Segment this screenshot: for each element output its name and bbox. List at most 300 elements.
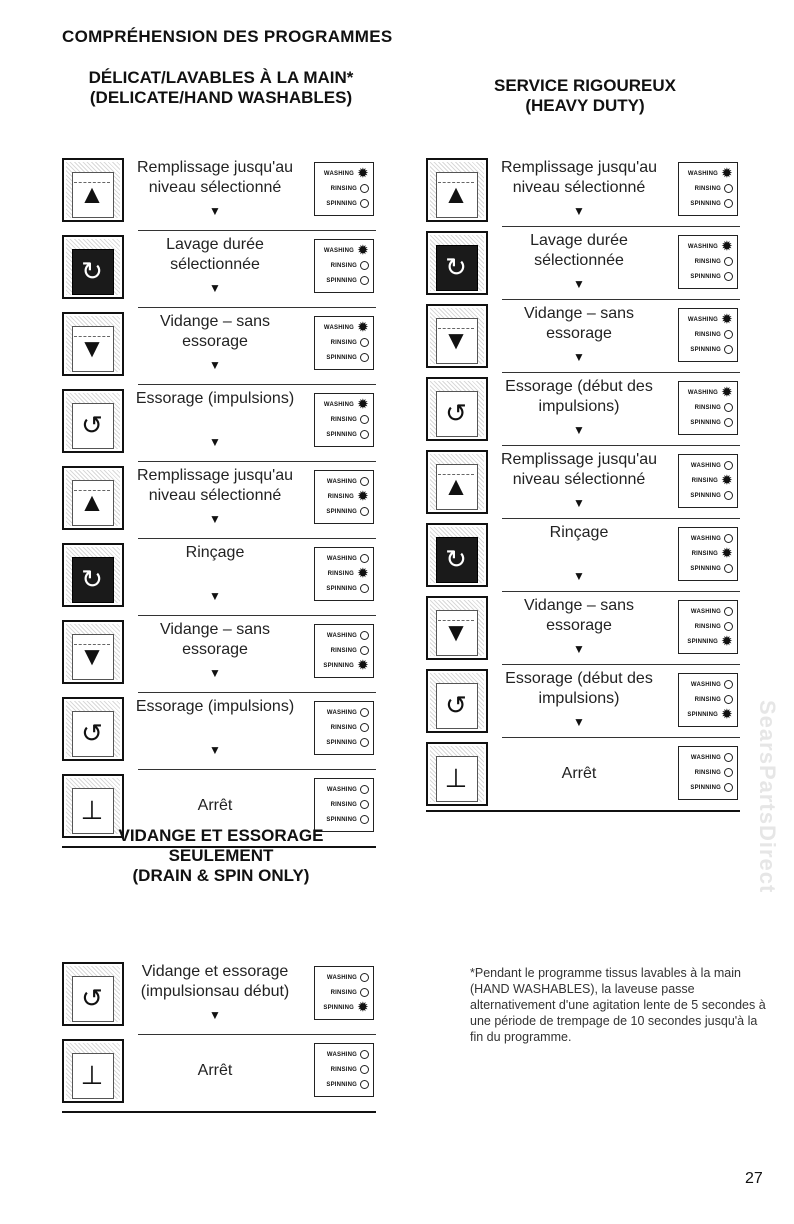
rinsing-indicator-label: RINSING	[330, 802, 357, 808]
unlit-indicator-icon	[360, 554, 369, 563]
rinsing-indicator-label: RINSING	[330, 990, 357, 996]
step-label: Remplissage jusqu'au niveau sélectionné	[500, 159, 658, 196]
rinsing-indicator	[695, 693, 733, 707]
spinning-indicator-label: SPINNING	[690, 347, 721, 353]
unlit-indicator-icon	[360, 988, 369, 997]
drain-heading-line3: (DRAIN & SPIN ONLY)	[132, 866, 310, 885]
heavy-heading-line1: SERVICE RIGOUREUX	[493, 76, 676, 95]
step-divider	[502, 445, 740, 446]
spinning-indicator-label: SPINNING	[326, 355, 357, 361]
rinsing-indicator	[695, 328, 733, 342]
washing-indicator	[327, 783, 369, 797]
rinsing-indicator-label: RINSING	[694, 624, 721, 630]
agitate-icon: ↻	[426, 231, 488, 295]
spinning-indicator-label: SPINNING	[690, 274, 721, 280]
rinsing-indicator	[328, 490, 369, 504]
cycle-indicator	[678, 600, 738, 654]
washing-indicator	[688, 167, 733, 181]
cycle-indicator	[314, 701, 374, 755]
program-step	[426, 594, 744, 666]
washing-indicator	[327, 552, 369, 566]
spinning-indicator	[326, 582, 369, 596]
unlit-indicator-icon	[724, 607, 733, 616]
cycle-indicator	[314, 470, 374, 524]
washing-indicator	[691, 605, 733, 619]
spinning-indicator-label: SPINNING	[687, 639, 718, 645]
lit-indicator-icon: ✹	[357, 320, 369, 335]
rinsing-indicator-label: RINSING	[330, 417, 357, 423]
step-divider	[138, 615, 376, 616]
spinning-indicator	[326, 505, 369, 519]
rinsing-indicator-label: RINSING	[330, 648, 357, 654]
unlit-indicator-icon	[724, 257, 733, 266]
rinsing-indicator-label: RINSING	[694, 770, 721, 776]
down-arrow-icon: ▼	[573, 715, 585, 729]
rinsing-indicator	[331, 336, 369, 350]
agitate-icon: ↻	[62, 235, 124, 299]
rinsing-indicator	[695, 401, 733, 415]
washing-indicator-label: WASHING	[687, 171, 718, 177]
lit-indicator-icon: ✹	[721, 166, 733, 181]
cycle-indicator	[678, 308, 738, 362]
step-label: Remplissage jusqu'au niveau sélectionné	[500, 451, 658, 488]
step-divider	[138, 230, 376, 231]
rinsing-indicator	[692, 547, 733, 561]
rinsing-indicator	[331, 986, 369, 1000]
unlit-indicator-icon	[360, 584, 369, 593]
unlit-indicator-icon	[360, 1050, 369, 1059]
spinning-indicator-label: SPINNING	[690, 420, 721, 426]
lit-indicator-icon: ✹	[721, 634, 733, 649]
spinning-indicator	[690, 489, 733, 503]
unlit-indicator-icon	[360, 815, 369, 824]
unlit-indicator-icon	[724, 330, 733, 339]
unlit-indicator-icon	[724, 403, 733, 412]
cycle-indicator	[678, 381, 738, 435]
rinsing-indicator-label: RINSING	[694, 405, 721, 411]
step-label: Vidange – sans essorage	[159, 313, 270, 350]
program-step	[62, 233, 380, 305]
spinning-indicator-label: SPINNING	[326, 201, 357, 207]
step-label: Remplissage jusqu'au niveau sélectionné	[136, 159, 294, 196]
rinsing-indicator-label: RINSING	[694, 332, 721, 338]
step-label: Essorage (début des impulsions)	[505, 378, 653, 415]
cycle-indicator	[678, 673, 738, 727]
step-divider	[502, 299, 740, 300]
rinsing-indicator-label: RINSING	[330, 263, 357, 269]
unlit-indicator-icon	[724, 564, 733, 573]
cycle-indicator	[314, 393, 374, 447]
unlit-indicator-icon	[360, 430, 369, 439]
heavy-column	[426, 76, 744, 793]
rinsing-indicator	[331, 721, 369, 735]
spinning-indicator-label: SPINNING	[690, 566, 721, 572]
washing-indicator-label: WASHING	[323, 402, 354, 408]
program-step	[62, 310, 380, 382]
lit-indicator-icon: ✹	[357, 397, 369, 412]
spinning-indicator	[690, 270, 733, 284]
spinning-indicator	[690, 562, 733, 576]
step-divider	[502, 226, 740, 227]
unlit-indicator-icon	[360, 708, 369, 717]
spin-pulse-icon: ↺	[62, 697, 124, 761]
spinning-indicator-label: SPINNING	[690, 785, 721, 791]
down-arrow-icon: ▼	[209, 743, 221, 757]
washing-indicator	[324, 244, 369, 258]
washing-indicator	[327, 971, 369, 985]
step-divider	[138, 384, 376, 385]
washing-indicator	[691, 678, 733, 692]
footnote: *Pendant le programme tissus lavables à la main (HAND WASHABLES), la laveuse passe alternativement d'une agitation lente de 5 secondes à une période de trempage de 10 secondes jusqu'à la fin du programme.	[470, 966, 766, 1044]
rinsing-indicator	[692, 474, 733, 488]
step-divider	[502, 591, 740, 592]
unlit-indicator-icon	[360, 1080, 369, 1089]
cycle-indicator	[678, 235, 738, 289]
unlit-indicator-icon	[360, 415, 369, 424]
washing-indicator-label: WASHING	[323, 171, 354, 177]
unlit-indicator-icon	[360, 973, 369, 982]
page-title: COMPRÉHENSION DES PROGRAMMES	[62, 27, 393, 46]
program-step	[62, 387, 380, 459]
step-divider	[138, 307, 376, 308]
down-arrow-icon: ▼	[573, 569, 585, 583]
unlit-indicator-icon	[360, 199, 369, 208]
program-step	[62, 1037, 380, 1109]
step-label: Rinçage	[185, 544, 245, 561]
unlit-indicator-icon	[360, 1065, 369, 1074]
drain-column	[62, 826, 380, 1090]
fill-icon: ▲	[62, 158, 124, 222]
washing-indicator-label: WASHING	[326, 1052, 357, 1058]
spinning-indicator	[690, 781, 733, 795]
rinsing-indicator-label: RINSING	[694, 186, 721, 192]
washing-indicator	[327, 1048, 369, 1062]
unlit-indicator-icon	[360, 338, 369, 347]
down-arrow-icon: ▼	[573, 642, 585, 656]
unlit-indicator-icon	[360, 723, 369, 732]
down-arrow-icon: ▼	[573, 496, 585, 510]
cycle-indicator	[314, 1043, 374, 1097]
spinning-indicator-label: SPINNING	[326, 817, 357, 823]
cycle-indicator	[314, 778, 374, 832]
spin-pulse-icon: ↺	[62, 389, 124, 453]
unlit-indicator-icon	[724, 199, 733, 208]
unlit-indicator-icon	[724, 753, 733, 762]
program-step	[426, 740, 744, 812]
step-label: Essorage (impulsions)	[135, 698, 295, 715]
drain-icon: ▼	[426, 596, 488, 660]
down-arrow-icon: ▼	[209, 1008, 221, 1022]
lit-indicator-icon: ✹	[721, 239, 733, 254]
fill-icon: ▲	[426, 450, 488, 514]
lit-indicator-icon: ✹	[357, 166, 369, 181]
down-arrow-icon: ▼	[573, 204, 585, 218]
delicate-heading-line1: DÉLICAT/LAVABLES À LA MAIN*	[88, 68, 354, 87]
washing-indicator-label: WASHING	[687, 317, 718, 323]
program-step	[426, 521, 744, 593]
washing-indicator-label: WASHING	[687, 244, 718, 250]
spinning-indicator-label: SPINNING	[690, 201, 721, 207]
spinning-indicator-label: SPINNING	[323, 1005, 354, 1011]
washing-indicator	[324, 321, 369, 335]
spinning-indicator-label: SPINNING	[326, 740, 357, 746]
spinning-indicator-label: SPINNING	[690, 493, 721, 499]
cycle-indicator	[678, 746, 738, 800]
down-arrow-icon: ▼	[209, 358, 221, 372]
rinsing-indicator-label: RINSING	[691, 478, 718, 484]
down-arrow-icon: ▼	[209, 512, 221, 526]
unlit-indicator-icon	[724, 622, 733, 631]
washing-indicator-label: WASHING	[326, 710, 357, 716]
washing-indicator-label: WASHING	[326, 479, 357, 485]
spinning-indicator-label: SPINNING	[326, 586, 357, 592]
heavy-heading	[426, 76, 744, 116]
rinsing-indicator-label: RINSING	[330, 1067, 357, 1073]
step-divider	[426, 810, 740, 812]
washing-indicator-label: WASHING	[326, 633, 357, 639]
unlit-indicator-icon	[724, 680, 733, 689]
rinsing-indicator-label: RINSING	[330, 340, 357, 346]
washing-indicator-label: WASHING	[326, 787, 357, 793]
spin-pulse-icon: ↺	[426, 377, 488, 441]
step-divider	[138, 769, 376, 770]
rinsing-indicator	[331, 413, 369, 427]
rinsing-indicator	[328, 567, 369, 581]
rinsing-indicator-label: RINSING	[330, 725, 357, 731]
down-arrow-icon: ▼	[573, 350, 585, 364]
cycle-indicator	[314, 966, 374, 1020]
washing-indicator-label: WASHING	[690, 463, 721, 469]
lit-indicator-icon: ✹	[721, 707, 733, 722]
step-divider	[502, 664, 740, 665]
unlit-indicator-icon	[724, 534, 733, 543]
spinning-indicator-label: SPINNING	[326, 509, 357, 515]
program-step	[426, 156, 744, 228]
spinning-indicator	[690, 197, 733, 211]
drain-heading-line2: SEULEMENT	[168, 846, 274, 865]
washing-indicator	[327, 629, 369, 643]
delicate-heading-line2: (DELICATE/HAND WASHABLES)	[89, 88, 353, 107]
step-label: Vidange – sans essorage	[523, 597, 634, 634]
spinning-indicator	[323, 659, 369, 673]
washing-indicator	[691, 751, 733, 765]
step-label: Vidange – sans essorage	[159, 621, 270, 658]
program-step	[62, 618, 380, 690]
rinsing-indicator	[695, 620, 733, 634]
lit-indicator-icon: ✹	[721, 385, 733, 400]
spinning-indicator	[323, 1001, 369, 1015]
washing-indicator-label: WASHING	[687, 390, 718, 396]
spinning-indicator-label: SPINNING	[687, 712, 718, 718]
washing-indicator-label: WASHING	[323, 248, 354, 254]
washing-indicator-label: WASHING	[326, 556, 357, 562]
drain-icon: ▼	[62, 312, 124, 376]
program-step	[62, 156, 380, 228]
spin-pulse-icon: ↺	[426, 669, 488, 733]
unlit-indicator-icon	[724, 783, 733, 792]
cycle-indicator	[314, 239, 374, 293]
unlit-indicator-icon	[360, 353, 369, 362]
spinning-indicator	[326, 428, 369, 442]
program-step	[426, 302, 744, 374]
washing-indicator-label: WASHING	[690, 536, 721, 542]
down-arrow-icon: ▼	[573, 423, 585, 437]
step-divider	[138, 692, 376, 693]
unlit-indicator-icon	[360, 631, 369, 640]
rinsing-indicator	[331, 182, 369, 196]
unlit-indicator-icon	[360, 646, 369, 655]
washing-indicator	[688, 386, 733, 400]
program-step	[426, 229, 744, 301]
lit-indicator-icon: ✹	[357, 658, 369, 673]
washing-indicator	[327, 706, 369, 720]
cycle-indicator	[678, 527, 738, 581]
spinning-indicator-label: SPINNING	[326, 432, 357, 438]
unlit-indicator-icon	[360, 184, 369, 193]
unlit-indicator-icon	[360, 276, 369, 285]
lit-indicator-icon: ✹	[721, 546, 733, 561]
spinning-indicator	[687, 635, 733, 649]
cycle-indicator	[678, 454, 738, 508]
cycle-indicator	[314, 316, 374, 370]
lit-indicator-icon: ✹	[721, 473, 733, 488]
program-step	[426, 448, 744, 520]
step-label: Arrêt	[561, 765, 597, 782]
unlit-indicator-icon	[360, 738, 369, 747]
cycle-indicator	[314, 547, 374, 601]
spin-pulse-icon: ↺	[62, 962, 124, 1026]
step-label: Lavage durée sélectionnée	[166, 236, 264, 273]
unlit-indicator-icon	[360, 477, 369, 486]
step-label: Arrêt	[197, 797, 233, 814]
rinsing-indicator	[331, 798, 369, 812]
unlit-indicator-icon	[724, 272, 733, 281]
down-arrow-icon: ▼	[209, 204, 221, 218]
step-label: Remplissage jusqu'au niveau sélectionné	[136, 467, 294, 504]
spinning-indicator	[326, 736, 369, 750]
drain-icon: ▼	[426, 304, 488, 368]
step-divider	[138, 1034, 376, 1035]
unlit-indicator-icon	[724, 491, 733, 500]
drain-heading	[62, 826, 380, 886]
lit-indicator-icon: ✹	[357, 1000, 369, 1015]
stop-icon: ⊥	[62, 774, 124, 838]
lit-indicator-icon: ✹	[357, 566, 369, 581]
stop-icon: ⊥	[62, 1039, 124, 1103]
step-divider	[502, 737, 740, 738]
spinning-indicator	[690, 343, 733, 357]
rinsing-indicator-label: RINSING	[327, 571, 354, 577]
lit-indicator-icon: ✹	[357, 243, 369, 258]
lit-indicator-icon: ✹	[721, 312, 733, 327]
down-arrow-icon: ▼	[573, 277, 585, 291]
spinning-indicator	[326, 1078, 369, 1092]
stop-icon: ⊥	[426, 742, 488, 806]
spinning-indicator	[326, 197, 369, 211]
washing-indicator-label: WASHING	[690, 682, 721, 688]
fill-icon: ▲	[426, 158, 488, 222]
unlit-indicator-icon	[724, 768, 733, 777]
step-divider	[502, 372, 740, 373]
agitate-icon: ↻	[426, 523, 488, 587]
step-divider	[138, 461, 376, 462]
heavy-heading-line2: (HEAVY DUTY)	[525, 96, 645, 115]
washing-indicator-label: WASHING	[323, 325, 354, 331]
unlit-indicator-icon	[360, 785, 369, 794]
rinsing-indicator	[695, 766, 733, 780]
step-divider	[62, 1111, 376, 1113]
program-step	[426, 667, 744, 739]
program-step	[62, 464, 380, 536]
spinning-indicator	[326, 351, 369, 365]
rinsing-indicator-label: RINSING	[691, 551, 718, 557]
rinsing-indicator	[331, 259, 369, 273]
washing-indicator-label: WASHING	[690, 755, 721, 761]
washing-indicator	[324, 167, 369, 181]
spinning-indicator	[326, 813, 369, 827]
program-step	[62, 695, 380, 767]
agitate-icon: ↻	[62, 543, 124, 607]
rinsing-indicator-label: RINSING	[330, 186, 357, 192]
step-label: Essorage (début des impulsions)	[505, 670, 653, 707]
unlit-indicator-icon	[360, 261, 369, 270]
washing-indicator	[688, 240, 733, 254]
spinning-indicator-label: SPINNING	[323, 663, 354, 669]
unlit-indicator-icon	[724, 461, 733, 470]
drain-icon: ▼	[62, 620, 124, 684]
delicate-heading	[62, 68, 380, 108]
washing-indicator	[688, 313, 733, 327]
unlit-indicator-icon	[724, 345, 733, 354]
unlit-indicator-icon	[724, 418, 733, 427]
program-step	[426, 375, 744, 447]
spinning-indicator	[687, 708, 733, 722]
unlit-indicator-icon	[724, 695, 733, 704]
unlit-indicator-icon	[724, 184, 733, 193]
rinsing-indicator	[331, 644, 369, 658]
rinsing-indicator-label: RINSING	[694, 259, 721, 265]
washing-indicator-label: WASHING	[326, 975, 357, 981]
spinning-indicator-label: SPINNING	[326, 278, 357, 284]
washing-indicator	[691, 532, 733, 546]
step-divider	[138, 538, 376, 539]
step-label: Vidange et essorage (impulsionsau début)	[140, 963, 290, 1000]
washing-indicator	[327, 475, 369, 489]
rinsing-indicator	[695, 255, 733, 269]
program-step	[62, 541, 380, 613]
cycle-indicator	[314, 162, 374, 216]
rinsing-indicator	[695, 182, 733, 196]
drain-heading-line1: VIDANGE ET ESSORAGE	[118, 826, 324, 845]
washing-indicator-label: WASHING	[690, 609, 721, 615]
step-label: Vidange – sans essorage	[523, 305, 634, 342]
program-step	[62, 960, 380, 1032]
cycle-indicator	[678, 162, 738, 216]
rinsing-indicator-label: RINSING	[694, 697, 721, 703]
delicate-column	[62, 68, 380, 825]
step-label: Lavage durée sélectionnée	[530, 232, 628, 269]
unlit-indicator-icon	[360, 800, 369, 809]
spinning-indicator-label: SPINNING	[326, 1082, 357, 1088]
washing-indicator	[324, 398, 369, 412]
rinsing-indicator	[331, 1063, 369, 1077]
watermark: SearsPartsDirect	[755, 700, 780, 894]
rinsing-indicator-label: RINSING	[327, 494, 354, 500]
down-arrow-icon: ▼	[209, 589, 221, 603]
step-divider	[502, 518, 740, 519]
step-label: Arrêt	[197, 1062, 233, 1079]
down-arrow-icon: ▼	[209, 435, 221, 449]
